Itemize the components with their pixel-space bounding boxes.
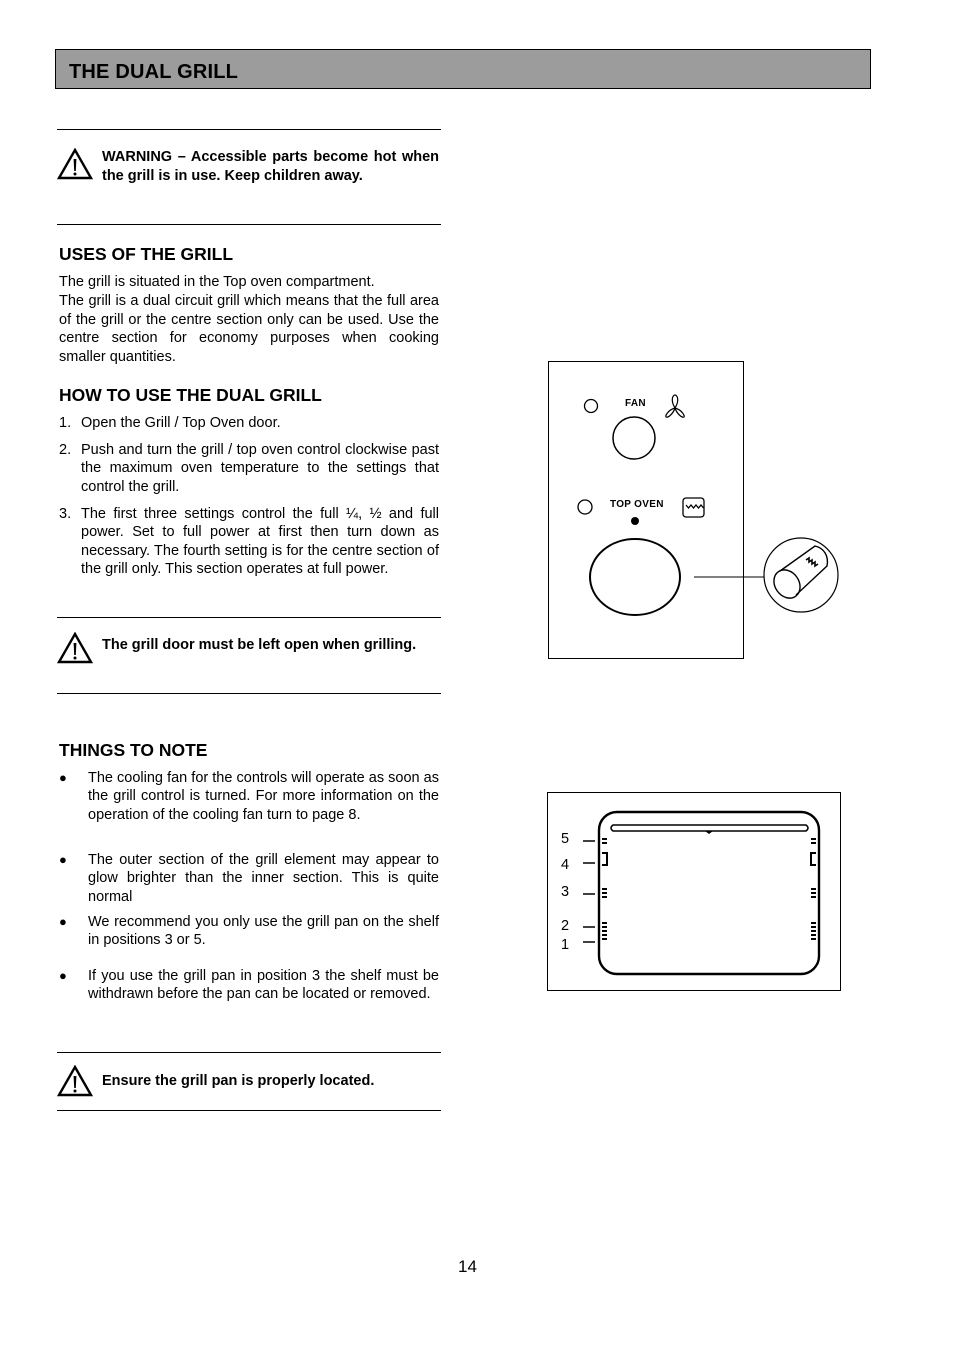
list-item — [59, 505, 439, 578]
list-item — [59, 769, 439, 824]
note-text: The outer section of the grill element may appear to glow brighter than the inner section. This is quite normal — [88, 852, 439, 905]
warning-text: Ensure the grill pan is properly located. — [102, 1073, 375, 1089]
list-item — [59, 851, 439, 906]
neon-indicator-icon — [578, 500, 592, 514]
divider — [57, 617, 441, 618]
divider — [57, 224, 441, 225]
shelf-position-label: 5 — [561, 831, 570, 847]
uses-paragraph-1: The grill is situated in the Top oven compartment. — [59, 274, 375, 290]
step-text: Push and turn the grill / top oven control clockwise past the maximum oven temperature to the settings that control the grill. — [81, 442, 439, 495]
control-panel-diagram — [548, 361, 744, 659]
neon-indicator-icon — [585, 400, 598, 413]
warning-triangle-icon — [57, 632, 93, 664]
section-heading-how-to: HOW TO USE THE DUAL GRILL — [59, 385, 322, 405]
indicator-dot — [631, 517, 639, 525]
divider — [57, 1110, 441, 1111]
section-heading-uses: USES OF THE GRILL — [59, 244, 234, 264]
oven-cavity-drawing — [548, 793, 840, 990]
page-number: 14 — [458, 1257, 477, 1276]
note-text: We recommend you only use the grill pan on the shelf in positions 3 or 5. — [88, 914, 439, 949]
divider — [57, 693, 441, 694]
warning-text: The grill door must be left open when grilling. — [102, 637, 417, 653]
fan-knob — [613, 417, 655, 459]
uses-paragraph-2: The grill is a dual circuit grill which means that the full area of the grill or the centre section only can be used. Use the centre section for economy purposes when cooking smaller quantities. — [59, 293, 439, 365]
grill-knob-symbol-icon — [769, 546, 828, 603]
step-text: Open the Grill / Top Oven door. — [81, 415, 281, 431]
bullet-icon: ● — [59, 852, 67, 867]
section-heading-notes: THINGS TO NOTE — [59, 740, 208, 760]
list-item — [59, 441, 439, 496]
step-number: 2. — [59, 442, 72, 458]
shelf-position-label: 3 — [561, 884, 570, 900]
step-number: 3. — [59, 506, 72, 522]
step-number: 1. — [59, 415, 72, 431]
shelf-positions-diagram — [547, 792, 841, 991]
top-oven-label: TOP OVEN — [610, 499, 664, 510]
shelf-position-label: 4 — [561, 857, 570, 873]
list-item — [59, 414, 439, 432]
bullet-icon: ● — [59, 770, 67, 785]
list-item — [59, 967, 439, 1004]
note-text: If you use the grill pan in position 3 the shelf must be withdrawn before the pan can be located or removed. — [88, 968, 439, 1003]
grill-icon — [683, 498, 704, 517]
warning-triangle-icon — [57, 1065, 93, 1097]
note-text: The cooling fan for the controls will operate as soon as the grill control is turned. For more information on the operation of the cooling fan turn to page 8. — [88, 770, 439, 823]
warning-text: WARNING – Accessible parts become hot when the grill is in use. Keep children away. — [102, 149, 439, 184]
shelf-position-label: 2 — [561, 918, 570, 934]
bullet-icon: ● — [59, 968, 67, 983]
fan-label: FAN — [625, 398, 646, 409]
divider — [57, 129, 441, 130]
fan-icon — [666, 395, 684, 417]
divider — [57, 1052, 441, 1053]
shelf-position-label: 1 — [561, 937, 570, 953]
warning-triangle-icon — [57, 148, 93, 180]
top-oven-knob — [590, 539, 680, 615]
bullet-icon: ● — [59, 914, 67, 929]
title-bar — [55, 49, 871, 89]
page-title: THE DUAL GRILL — [69, 61, 239, 83]
step-text: The first three settings control the full ¼, ½ and full power. Set to full power at first then turn down as necessary. The fourth setting is for the centre section of the grill only. This section operates at full power. — [81, 506, 439, 577]
control-panel-drawing — [549, 362, 743, 658]
list-item — [59, 913, 439, 950]
